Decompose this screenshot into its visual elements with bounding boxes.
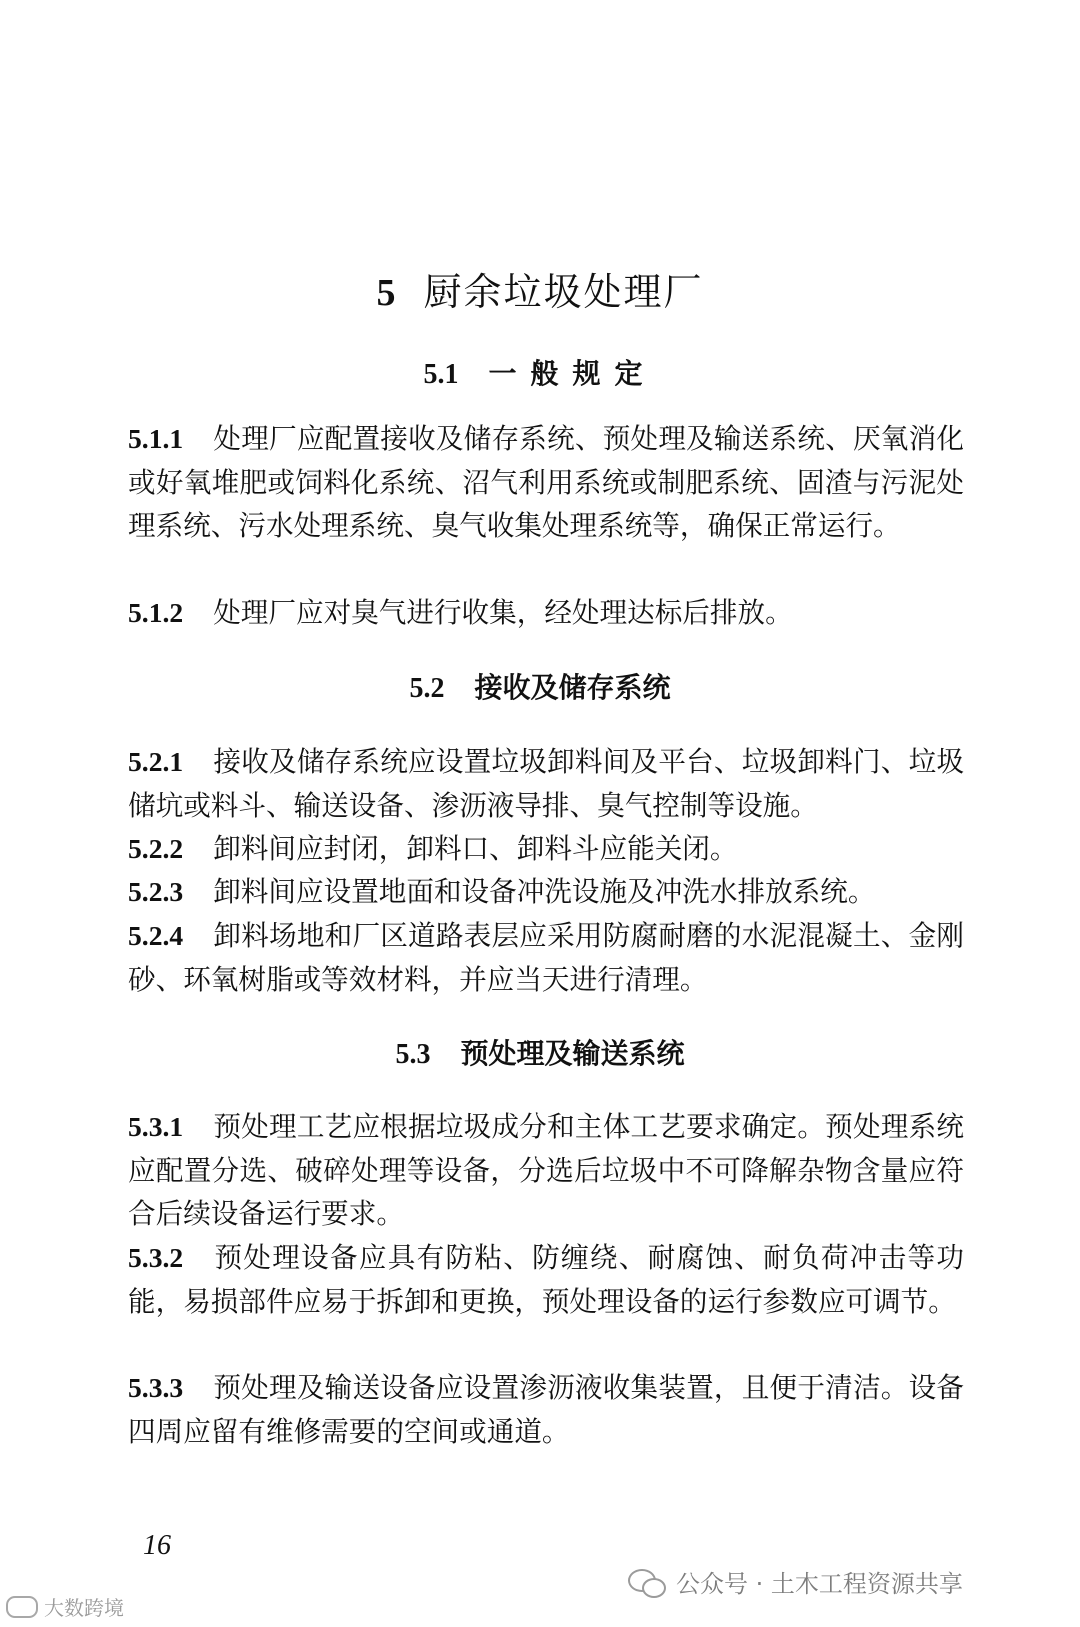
watermark-wechat [628,1564,963,1599]
section-title-5-1 [0,356,1080,393]
clause-5-2-2 [128,827,964,871]
clause-text: 接收及储存系统应设置垃圾卸料间及平台、垃圾卸料门、垃圾储坑或料斗、输送设备、渗沥液导排、臭气控制等设施。 [128,745,964,822]
clause-text: 处理厂应对臭气进行收集，经处理达标后排放。 [213,596,793,629]
watermark-brand-text: 大数跨境 [44,1596,124,1620]
section-title-5-2 [0,670,1080,707]
clause-5-3-3 [128,1366,964,1453]
clause-5-3-2 [128,1236,964,1323]
clause-text: 卸料场地和厂区道路表层应采用防腐耐磨的水泥混凝土、金刚砂、环氧树脂或等效材料，并应当天进行清理。 [128,919,964,996]
clause-number: 5.3.3 [128,1372,184,1403]
clause-text: 处理厂应配置接收及储存系统、预处理及输送系统、厌氧消化或好氧堆肥或饲料化系统、沼气利用系统或制肥系统、固渣与污泥处理系统、污水处理系统、臭气收集处理系统等，确保正常运行。 [128,422,964,542]
watermark-text: 公众号 · 土木工程资源共享 [676,1570,963,1598]
brand-logo-icon [6,1596,38,1618]
clause-5-2-3 [128,870,964,914]
chapter-title [0,268,1080,317]
section-number: 5.1 [423,359,459,390]
watermark-brand [6,1592,124,1621]
section-name: 预处理及输送系统 [460,1037,685,1070]
section-number: 5.2 [409,673,445,704]
page-number: 16 [143,1530,171,1561]
clause-text: 预处理设备应具有防粘、防缠绕、耐腐蚀、耐负荷冲击等功能，易损部件应易于拆卸和更换，预处理设备的运行参数应可调节。 [128,1241,964,1318]
section-name: 一般规定 [488,357,657,390]
clause-number: 5.1.2 [128,597,184,628]
clause-number: 5.2.3 [128,876,184,907]
section-number: 5.3 [395,1039,431,1070]
clause-number: 5.2.2 [128,833,184,864]
clause-5-2-4 [128,914,964,1001]
section-name: 接收及储存系统 [474,671,671,704]
clause-number: 5.3.1 [128,1111,184,1142]
clause-text: 预处理及输送设备应设置渗沥液收集装置，且便于清洁。设备四周应留有维修需要的空间或通道。 [128,1371,964,1448]
chapter-number: 5 [376,272,398,314]
clause-5-1-1 [128,417,964,548]
clause-5-1-2 [128,591,964,635]
clause-number: 5.1.1 [128,423,184,454]
clause-text: 卸料间应封闭，卸料口、卸料斗应能关闭。 [213,832,738,865]
clause-number: 5.2.1 [128,746,184,777]
wechat-icon [628,1567,666,1597]
clause-number: 5.2.4 [128,920,184,951]
clause-text: 卸料间应设置地面和设备冲洗设施及冲洗水排放系统。 [213,875,876,908]
clause-5-2-1 [128,740,964,827]
section-title-5-3 [0,1036,1080,1073]
clause-text: 预处理工艺应根据垃圾成分和主体工艺要求确定。预处理系统应配置分选、破碎处理等设备，分选后垃圾中不可降解杂物含量应符合后续设备运行要求。 [128,1110,964,1230]
clause-5-3-1 [128,1105,964,1236]
clause-number: 5.3.2 [128,1242,184,1273]
chapter-name: 厨余垃圾处理厂 [423,270,704,314]
